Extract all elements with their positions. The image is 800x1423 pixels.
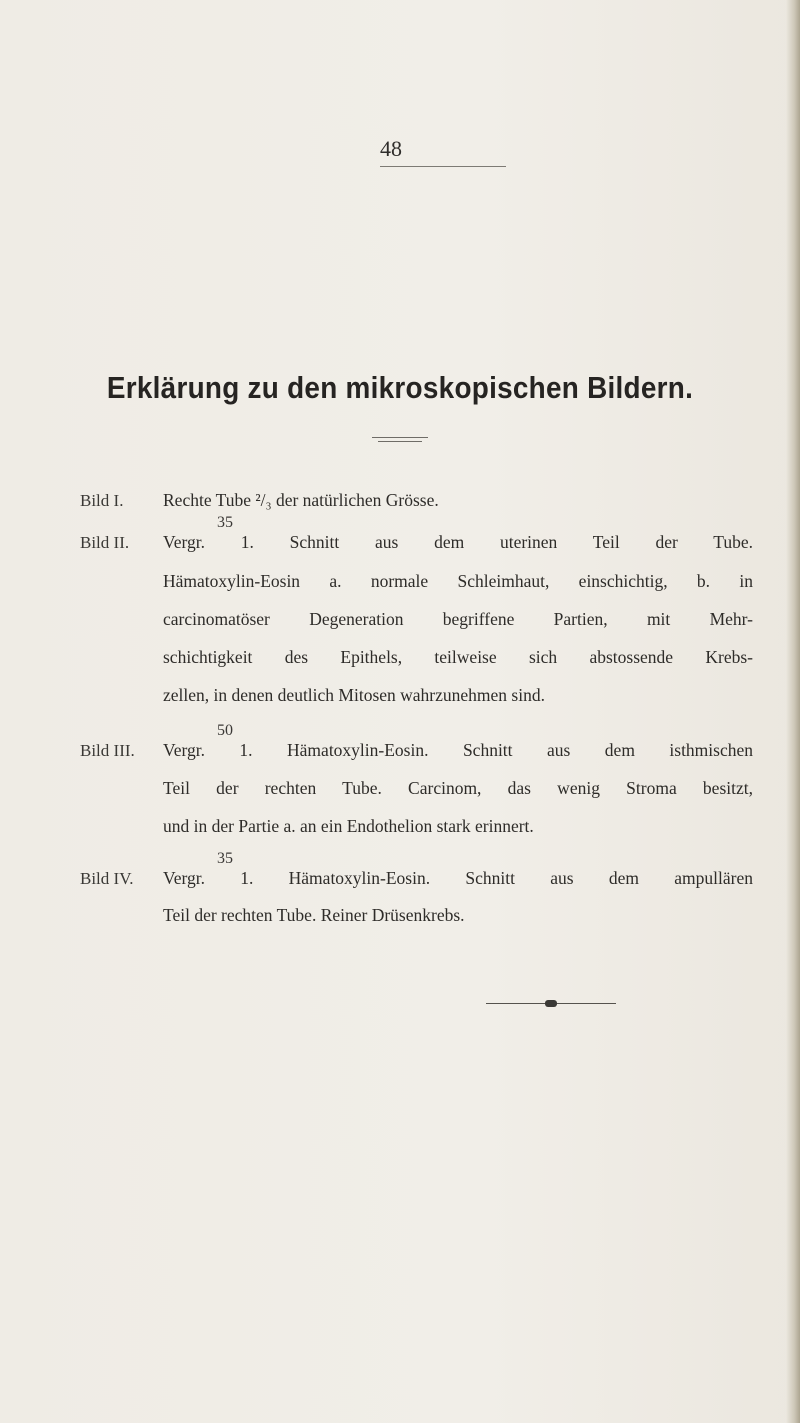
entry-3-line: Vergr. 1. Hämatoxylin-Eosin. Schnitt aus dem isthmischen	[163, 740, 753, 760]
entry-1-line: Rechte Tube ²/₃ der natürlichen Grösse.	[163, 490, 439, 510]
page-number: 48	[380, 136, 402, 161]
entry-4-line: Vergr. 1. Hämatoxylin-Eosin. Schnitt aus dem ampullären	[163, 868, 753, 888]
entry-label-bild-3: Bild III.	[80, 741, 135, 760]
entry-3-line: und in der Partie a. an ein Endothelion stark erinnert.	[163, 816, 534, 836]
magnification-numerator: 35	[217, 850, 233, 867]
page-edge-shadow	[786, 0, 800, 1423]
title-divider	[378, 441, 422, 442]
magnification-numerator: 35	[217, 514, 233, 531]
entry-label-bild-1: Bild I.	[80, 491, 124, 510]
magnification-numerator: 50	[217, 722, 233, 739]
entry-2-line: Hämatoxylin-Eosin a. normale Schleimhaut, einschichtig, b. in	[163, 571, 753, 591]
entry-label-bild-4: Bild IV.	[80, 869, 134, 888]
entry-label-bild-2: Bild II.	[80, 533, 130, 552]
entry-2-line: Vergr. 1. Schnitt aus dem uterinen Teil der Tube.	[163, 532, 753, 552]
entry-2-line: schichtigkeit des Epithels, teilweise sich abstossende Krebs-	[163, 647, 753, 667]
page-title: Erklärung zu den mikroskopischen Bildern.	[106, 370, 694, 405]
entry-2-line: carcinomatöser Degeneration begriffene Partien, mit Mehr-	[163, 609, 753, 629]
page-number-underline	[380, 166, 506, 167]
closing-ornament-dot	[545, 1000, 557, 1007]
title-divider	[372, 437, 428, 438]
entry-4-line: Teil der rechten Tube. Reiner Drüsenkrebs.	[163, 905, 465, 925]
entry-3-line: Teil der rechten Tube. Carcinom, das wenig Stroma besitzt,	[163, 778, 753, 798]
entry-2-line: zellen, in denen deutlich Mitosen wahrzunehmen sind.	[163, 685, 545, 705]
